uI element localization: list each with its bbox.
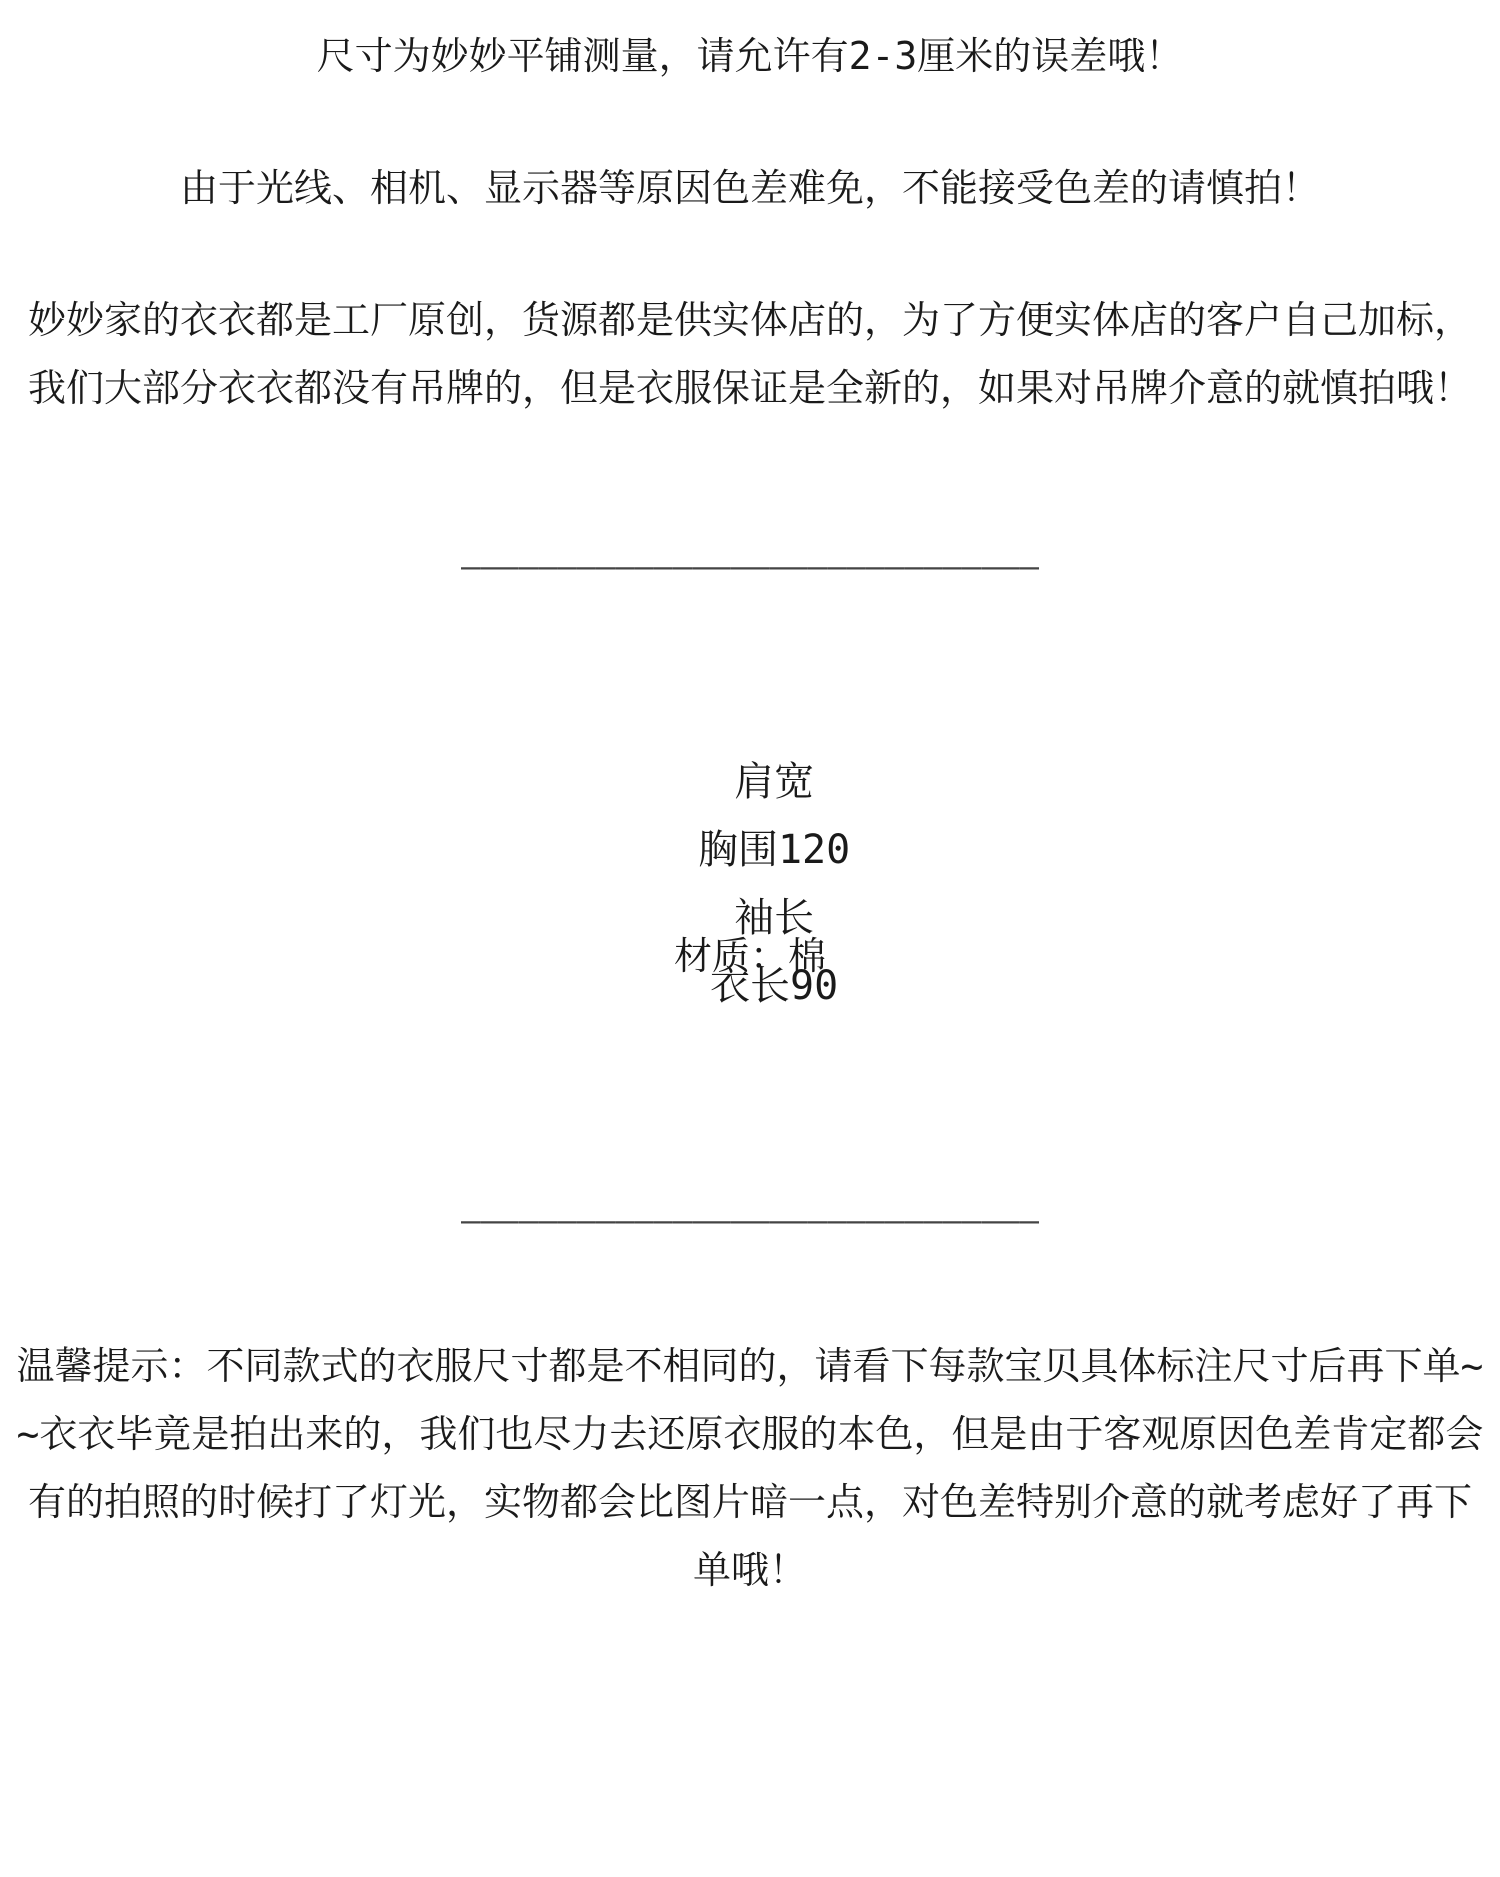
color-difference-notice: 由于光线、相机、显示器等原因色差难免，不能接受色差的请慎拍！ (179, 166, 1320, 210)
divider-top: —————————————————————————————— (461, 547, 1039, 585)
size-chest: 胸围120 (697, 827, 851, 873)
divider-bottom: —————————————————————————————— (461, 1201, 1039, 1239)
measurement-notice: 尺寸为妙妙平铺测量，请允许有2-3厘米的误差哦！ (316, 34, 1184, 78)
tag-notice: 妙妙家的衣衣都是工厂原创，货源都是供实体店的，为了方便实体店的客户自己加标，我们大部分衣衣都没有吊牌的，但是衣服保证是全新的，如果对吊牌介意的就慎拍哦！ (27, 298, 1472, 410)
warm-reminder: 温馨提示：不同款式的衣服尺寸都是不相同的，请看下每款宝贝具体标注尺寸后再下单~~衣衣毕竟是拍出来的，我们也尽力去还原衣服的本色，但是由于客观原因色差肯定都会有的拍照的时候打了灯光，实物都会比图片暗一点，对色差特别介意的就考虑好了再下单哦！ (16, 1344, 1484, 1592)
material-info: 材质：棉 (673, 934, 826, 978)
size-shoulder: 肩宽 (734, 759, 815, 805)
size-length: 衣长90 (710, 963, 839, 1009)
size-sleeve: 袖长 (734, 895, 815, 941)
